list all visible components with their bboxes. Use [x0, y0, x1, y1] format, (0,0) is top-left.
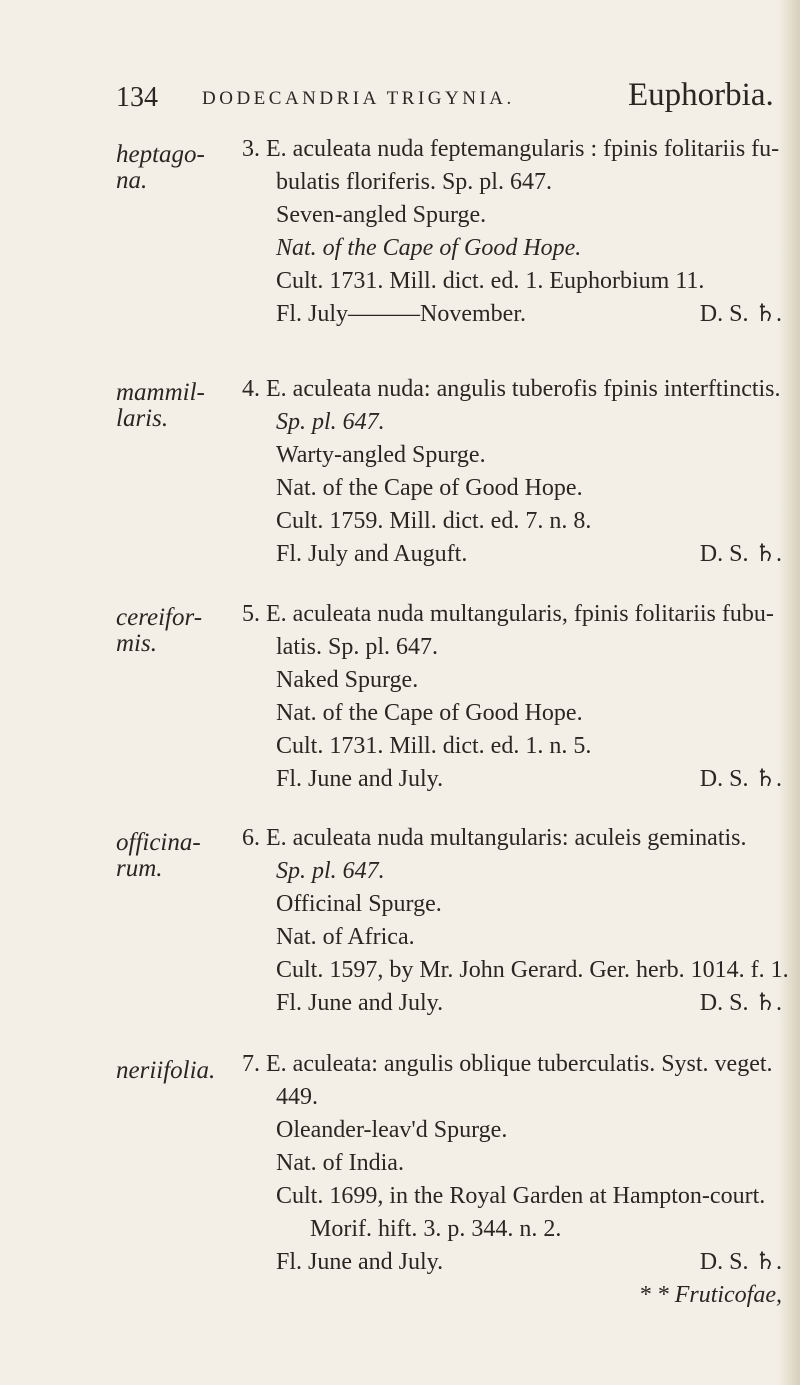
entry-line: Nat. of the Cape of Good Hope.: [276, 235, 582, 261]
side-label-text: officina- rum.: [116, 829, 201, 882]
entry-line: bulatis floriferis. Sp. pl. 647.: [276, 169, 552, 195]
entry-line: 6. E. aculeata nuda multangularis: aculeis geminatis.: [242, 825, 747, 851]
status-text: D. S. ♄.: [699, 1249, 782, 1275]
entry-line: Morif. hift. 3. p. 344. n. 2.: [310, 1216, 562, 1242]
entry-line: Nat. of the Cape of Good Hope.: [276, 475, 583, 501]
catchword: * * Fruticofae,: [638, 1282, 782, 1308]
entry-line: Cult. 1699, in the Royal Garden at Hampton-court.: [276, 1183, 766, 1209]
species-entry-5: [242, 598, 782, 796]
side-label-nerifolia: [116, 1057, 216, 1084]
flowering-text: Fl. July and Auguft.: [276, 541, 468, 567]
entry-line: latis. Sp. pl. 647.: [276, 634, 439, 660]
entry-line: Sp. pl. 647.: [276, 858, 385, 884]
status-text: D. S. ♄.: [699, 990, 782, 1016]
entry-line: 3. E. aculeata nuda feptemangularis : fpinis folitariis fu-: [242, 136, 780, 162]
side-label-text: neriifolia.: [116, 1057, 216, 1084]
entry-line: Officinal Spurge.: [276, 891, 442, 917]
catchword-line: [242, 1279, 782, 1312]
entry-line: Oleander-leav'd Spurge.: [276, 1117, 508, 1143]
side-label-text: cereifor- mis.: [116, 604, 203, 657]
species-entry-4: [242, 373, 782, 571]
status-text: D. S. ♄.: [699, 301, 782, 327]
entry-line: Cult. 1597, by Mr. John Gerard. Ger. herb. 1014. f. 1.: [276, 957, 789, 983]
status-text: D. S. ♄.: [699, 766, 782, 792]
entry-line: Nat. of India.: [276, 1150, 404, 1176]
entry-line: 7. E. aculeata: angulis oblique tuberculatis. Syst. veget.: [242, 1051, 773, 1077]
entry-line: Naked Spurge.: [276, 667, 419, 693]
side-label-officinarum: [116, 830, 208, 882]
entry-line: [242, 298, 782, 331]
flowering-text: Fl. July———November.: [276, 301, 526, 327]
species-entry-7: [242, 1048, 782, 1312]
entry-line: Nat. of the Cape of Good Hope.: [276, 700, 583, 726]
flowering-text: Fl. June and July.: [276, 990, 444, 1016]
entry-line: 5. E. aculeata nuda multangularis, fpinis folitariis fubu-: [242, 601, 774, 627]
flowering-text: Fl. June and July.: [276, 1249, 444, 1275]
entry-line: [242, 987, 782, 1020]
side-label-text: heptago- na.: [116, 141, 205, 194]
genus-title: Euphorbia.: [628, 77, 774, 113]
entry-line: [242, 1246, 782, 1279]
entry-line: Sp. pl. 647.: [276, 409, 385, 435]
page-number: 134: [116, 82, 158, 113]
class-title: DODECANDRIA TRIGYNIA.: [202, 88, 515, 109]
entry-line: [242, 538, 782, 571]
side-label-mammillaris: [116, 380, 208, 432]
entry-line: Nat. of Africa.: [276, 924, 415, 950]
side-label-heptagona: [116, 142, 208, 194]
species-entry-3: [242, 133, 782, 331]
entry-line: Seven-angled Spurge.: [276, 202, 487, 228]
entry-line: Warty-angled Spurge.: [276, 442, 486, 468]
entry-line: Cult. 1731. Mill. dict. ed. 1. n. 5.: [276, 733, 592, 759]
side-label-text: mammil- laris.: [116, 379, 205, 432]
entry-line: [242, 763, 782, 796]
entry-line: 4. E. aculeata nuda: angulis tuberofis fpinis interftinctis.: [242, 376, 781, 402]
flowering-text: Fl. June and July.: [276, 766, 444, 792]
side-label-cereiformis: [116, 605, 208, 657]
entry-line: Cult. 1731. Mill. dict. ed. 1. Euphorbium 11.: [276, 268, 705, 294]
entry-line: 449.: [276, 1084, 318, 1110]
species-entry-6: [242, 822, 789, 1020]
entry-line: Cult. 1759. Mill. dict. ed. 7. n. 8.: [276, 508, 592, 534]
status-text: D. S. ♄.: [699, 541, 782, 567]
